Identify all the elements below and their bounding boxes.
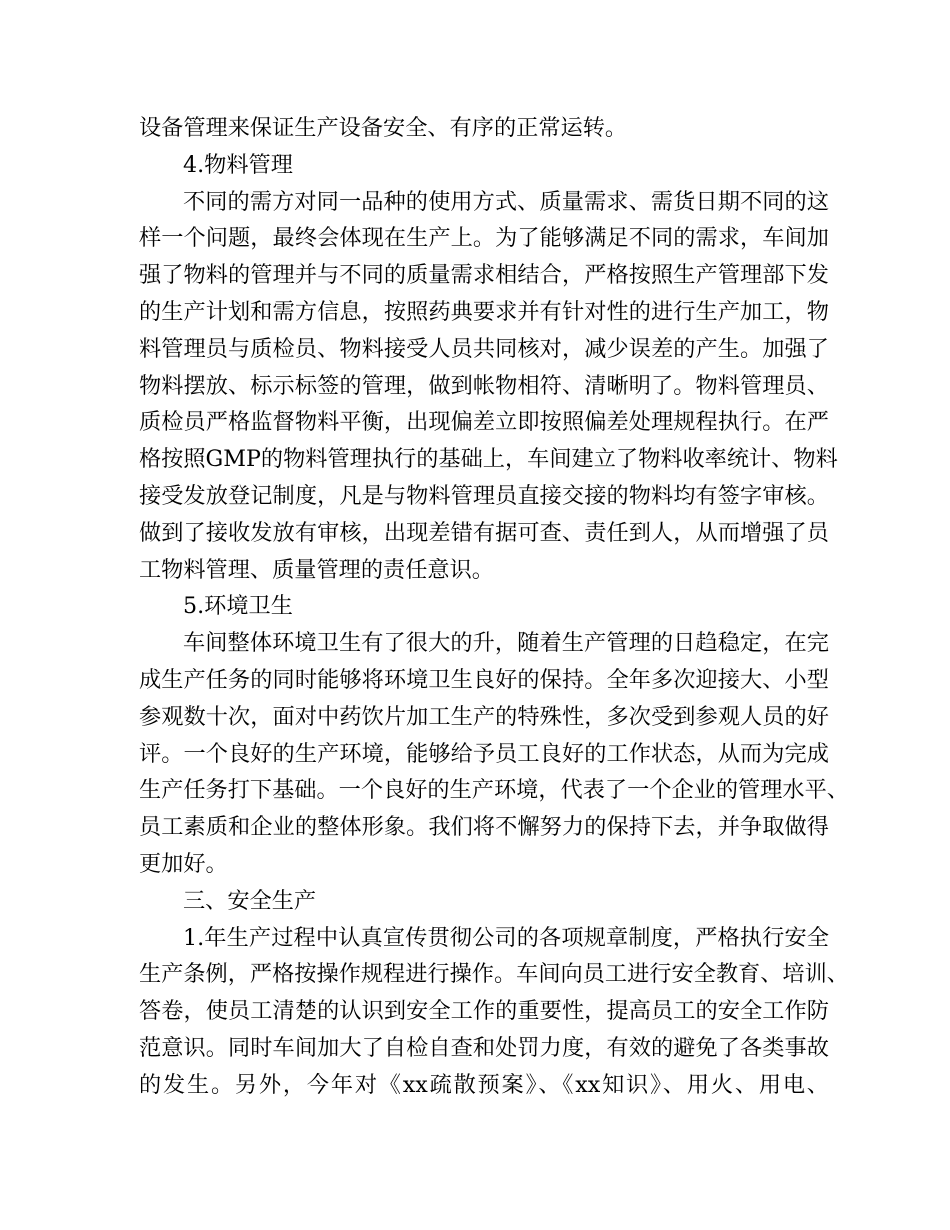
paragraph-line: 不同的需方对同一品种的使用方式、质量需求、需货日期不同的这: [183, 188, 829, 215]
paragraph-line: 评。一个良好的生产环境，能够给予员工良好的工作状态，从而为完成: [139, 740, 829, 767]
paragraph-line: 生产任务打下基础。一个良好的生产环境，代表了一个企业的管理水平、: [139, 777, 849, 804]
paragraph-line: 答卷，使员工清楚的认识到安全工作的重要性，提高员工的安全工作防: [139, 998, 829, 1025]
paragraph-line: 的生产计划和需方信息，按照药典要求并有针对性的进行生产加工，物: [139, 298, 829, 325]
paragraph-line: 强了物料的管理并与不同的质量需求相结合，严格按照生产管理部下发: [139, 262, 829, 289]
paragraph-line: 车间整体环境卫生有了很大的升，随着生产管理的日趋稳定，在完: [183, 630, 829, 657]
paragraph-line: 做到了接收发放有审核，出现差错有据可查、责任到人，从而增强了员: [139, 519, 829, 546]
paragraph-line: 样一个问题，最终会体现在生产上。为了能够满足不同的需求，车间加: [139, 225, 829, 252]
paragraph-line: 物料摆放、标示标签的管理，做到帐物相符、清晰明了。物料管理员、: [139, 372, 829, 399]
paragraph-line: 料管理员与质检员、物料接受人员共同核对，减少误差的产生。加强了: [139, 335, 829, 362]
paragraph-line: 1.年生产过程中认真宣传贯彻公司的各项规章制度，严格执行安全: [183, 924, 829, 951]
section-heading-material-management: 4.物料管理: [183, 151, 293, 178]
paragraph-line: 参观数十次，面对中药饮片加工生产的特殊性，多次受到参观人员的好: [139, 703, 829, 730]
paragraph-line: 质检员严格监督物料平衡，出现偏差立即按照偏差处理规程执行。在严: [139, 409, 829, 436]
paragraph-line: 的发生。另外，今年对《xx疏散预案》、《xx知识》、用火、用电、: [139, 1071, 829, 1098]
paragraph-line: 生产条例，严格按操作规程进行操作。车间向员工进行安全教育、培训、: [139, 961, 849, 988]
paragraph-line: 员工素质和企业的整体形象。我们将不懈努力的保持下去，并争取做得: [139, 814, 829, 841]
paragraph-line: 接受发放登记制度，凡是与物料管理员直接交接的物料均有签字审核。: [139, 482, 829, 509]
paragraph-line: 设备管理来保证生产设备安全、有序的正常运转。: [139, 115, 628, 141]
document-body: [139, 110, 849, 1104]
section-heading-environment-hygiene: 5.环境卫生: [183, 593, 293, 620]
paragraph-line: 范意识。同时车间加大了自检自查和处罚力度，有效的避免了各类事故: [139, 1034, 829, 1061]
paragraph-line: 格按照GMP的物料管理执行的基础上，车间建立了物料收率统计、物料: [139, 446, 838, 473]
paragraph-line: 工物料管理、质量管理的责任意识。: [139, 556, 494, 583]
section-heading-safety-production: 三、安全生产: [183, 887, 317, 914]
paragraph-line: 成生产任务的同时能够将环境卫生良好的保持。全年多次迎接大、小型: [139, 666, 829, 693]
paragraph-line: 更加好。: [139, 850, 228, 877]
